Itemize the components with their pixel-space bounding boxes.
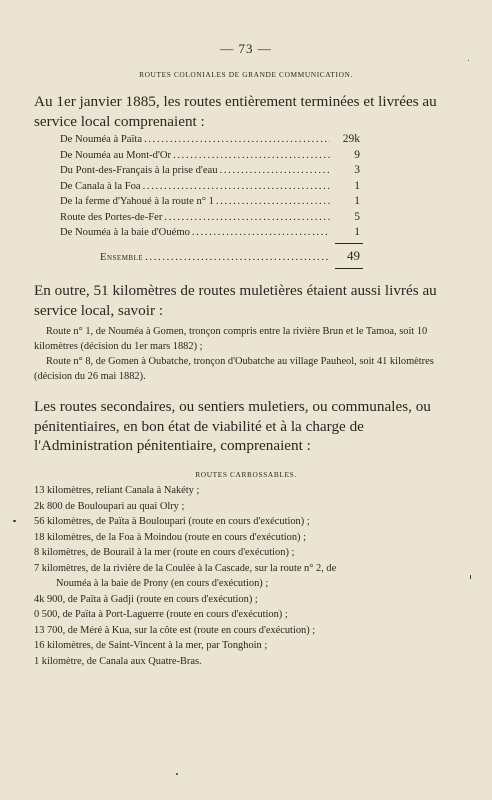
leader-dots [173, 150, 330, 161]
list-item: 1 kilomètre, de Canala aux Quatre-Bras. [34, 655, 202, 667]
total-rule [335, 243, 363, 244]
paper-speck [176, 773, 178, 775]
table-row [60, 226, 360, 240]
list-item: 2k 800 de Bouloupari au quai Olry ; [34, 500, 185, 512]
paragraph-secondary-routes: Les routes secondaires, ou sentiers muletiers, ou communales, ou pénitentiaires, en bon état de viabilité et à la charge de l'Administration pénitentiaire, comprenaient : [34, 398, 431, 454]
leader-dots [144, 134, 330, 145]
list-item: 13 700, de Méré à Kua, sur la côte est (route en cours d'exécution) ; [34, 624, 316, 636]
list-item: 18 kilomètres, de la Foa à Moindou (route en cours d'exécution) ; [34, 531, 306, 543]
list-item: 8 kilomètres, de Bourail à la mer (route en cours d'exécution) ; [34, 547, 295, 558]
route-value: 9 [354, 148, 360, 161]
leader-dots [220, 165, 330, 176]
list-item: 7 kilomètres, de la rivière de la Coulée à la Cascade, sur la route n° 2, de [34, 562, 337, 574]
section-title: ROUTES COLONIALES DE GRANDE COMMUNICATION. [139, 70, 353, 79]
leader-dots [192, 227, 330, 238]
route-label: Du Pont-des-Français à la prise d'eau [60, 165, 218, 176]
route-label: De Nouméa au Mont-d'Or [60, 149, 172, 161]
list-item: 0 500, de Païta à Port-Laguerre (route en cours d'exécution) ; [34, 609, 288, 620]
list-item: 13 kilomètres, reliant Canala à Nakéty ; [34, 485, 200, 496]
table-row [60, 180, 360, 194]
table-row [60, 248, 360, 262]
route-value: 1 [354, 179, 360, 192]
page-number: — 73 — [220, 41, 272, 56]
list-item: 56 kilomètres, de Païta à Bouloupari (route en cours d'exécution) ; [34, 516, 310, 527]
route-value: 3 [354, 164, 360, 176]
route-label: De Nouméa à la baie d'Ouémo [60, 227, 190, 238]
table-row [60, 164, 360, 178]
list-item: 4k 900, de Païta à Gadji (route en cours d'exécution) ; [34, 593, 258, 605]
mule-route-2: Route n° 8, de Gomen à Oubatche, tronçon d'Oubatche au village Pauheol, soit 41 kilomètres (décision du 26 mai 1882). [34, 356, 434, 382]
route-value: 1 [354, 195, 360, 207]
list-item: 16 kilomètres, de Saint-Vincent à la mer, par Tonghoin ; [34, 640, 268, 651]
paper-speck [470, 575, 471, 579]
list-item: Nouméa à la baie de Prony (en cours d'exécution) ; [56, 578, 269, 589]
route-label: De Nouméa à Païta [60, 134, 143, 145]
route-label: Route des Portes-de-Fer [60, 211, 163, 223]
paper-speck [468, 60, 469, 61]
total-underline [335, 268, 363, 269]
paper-speck [13, 520, 16, 522]
total-value: 49 [347, 248, 360, 263]
route-label: De la ferme d'Yahoué à la route n° 1 [60, 196, 214, 207]
table-row [60, 211, 360, 225]
intro-paragraph: Au 1er janvier 1885, les routes entièrement terminées et livrées au service local comprenaient : [34, 93, 437, 130]
leader-dots [216, 196, 330, 207]
table-row [60, 133, 360, 147]
leader-dots [145, 252, 330, 263]
route-value: 1 [354, 226, 360, 238]
paragraph-mule-routes: En outre, 51 kilomètres de routes muletières étaient aussi livrés au service local, savoir : [34, 282, 437, 319]
table-row [60, 149, 360, 163]
leader-dots [164, 212, 330, 223]
leader-dots [143, 181, 330, 192]
mule-route-1: Route n° 1, de Nouméa à Gomen, tronçon compris entre la rivière Brun et le Tamoa, soit 10 kilomètres (décision du 1er mars 1882) ; [34, 326, 428, 352]
total-label: Ensemble [100, 252, 144, 263]
table-row [60, 195, 360, 209]
subheading-carriage-routes: ROUTES CARROSSABLES. [195, 470, 297, 479]
route-value: 5 [354, 210, 360, 223]
route-label: De Canala à la Foa [60, 180, 141, 192]
route-value: 29k [342, 133, 360, 145]
